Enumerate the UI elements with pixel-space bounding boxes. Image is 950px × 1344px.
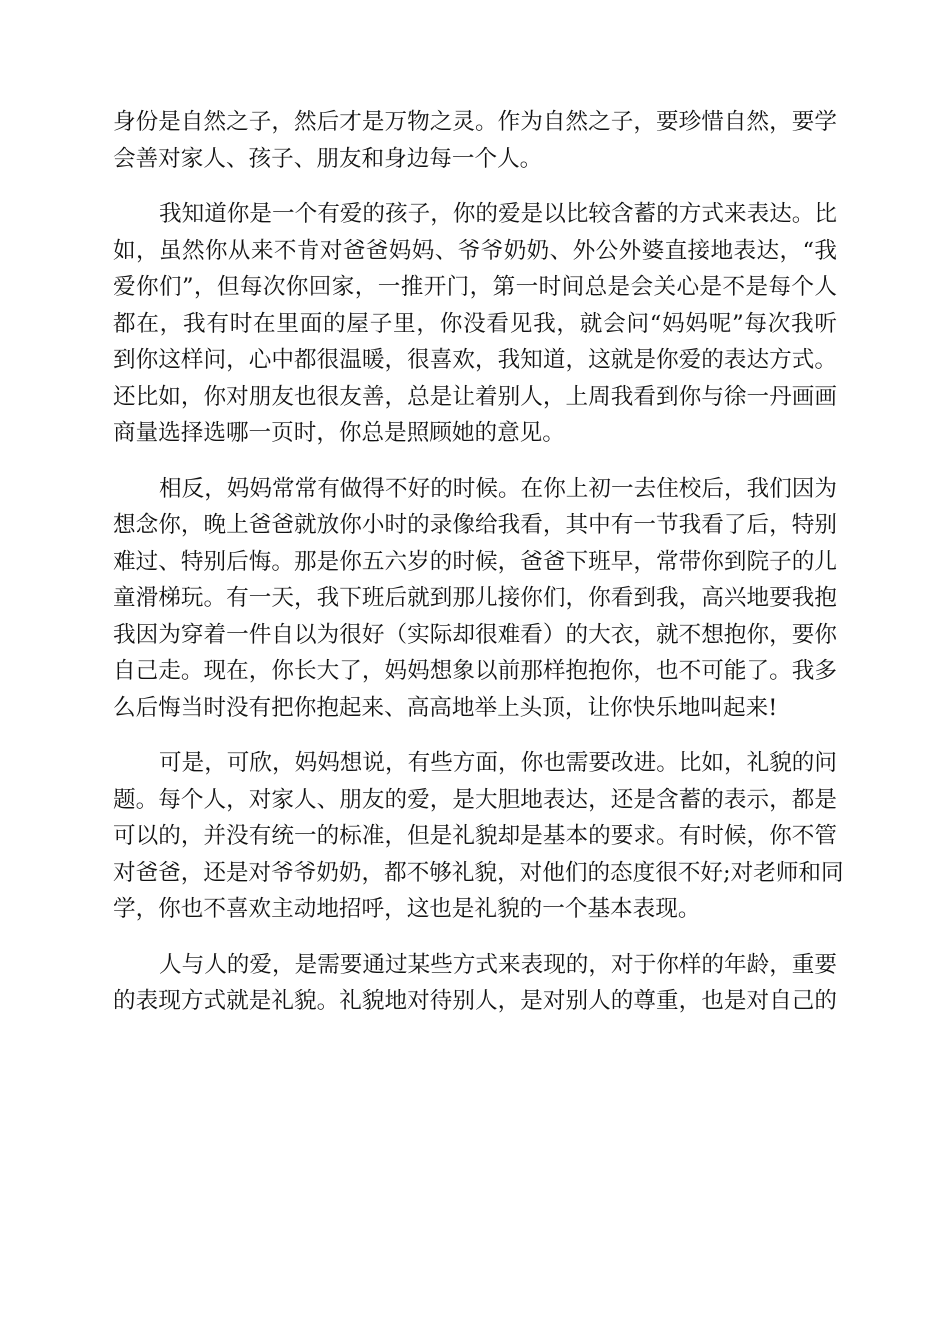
text-line: 对爸爸，还是对爷爷奶奶，都不够礼貌，对他们的态度很不好;对老师和同 [113, 859, 844, 886]
paragraph-5 [113, 947, 837, 1020]
text-line: 会善对家人、孩子、朋友和身边每一个人。 [113, 145, 543, 172]
text-line: 都在，我有时在里面的屋子里，你没看见我，就会问“妈妈呢”每次我听 [113, 310, 837, 337]
text-line: 童滑梯玩。有一天，我下班后就到那儿接你们，你看到我，高兴地要我抱 [113, 585, 837, 611]
text-line: 相反，妈妈常常有做得不好的时候。在你上初一去住校后，我们因为 [159, 475, 837, 502]
paragraph-3 [113, 471, 837, 727]
body-text [113, 104, 844, 1020]
text-line: 人与人的爱，是需要通过某些方式来表现的，对于你样的年龄，重要 [159, 951, 837, 978]
text-line: 可是，可欣，妈妈想说，有些方面，你也需要改进。比如，礼貌的问 [159, 750, 837, 776]
paragraph-4 [113, 745, 844, 928]
text-line: 我因为穿着一件自以为很好（实际却很难看）的大衣，就不想抱你，要你 [113, 621, 837, 648]
text-line: 自己走。现在，你长大了，妈妈想象以前那样抱抱你，也不可能了。我多 [113, 658, 837, 684]
text-line: 商量选择选哪一页时，你总是照顾她的意见。 [113, 420, 565, 446]
text-line: 如，虽然你从来不肯对爸爸妈妈、爷爷奶奶、外公外婆直接地表达，“我 [113, 237, 837, 264]
text-line: 我知道你是一个有爱的孩子，你的爱是以比较含蓄的方式来表达。比 [159, 201, 837, 227]
text-line: 么后悔当时没有把你抱起来、高高地举上头顶，让你快乐地叫起来! [113, 694, 778, 721]
text-line: 难过、特别后悔。那是你五六岁的时候，爸爸下班早，常带你到院子的儿 [113, 548, 837, 575]
text-line: 题。每个人，对家人、朋友的爱，是大胆地表达，还是含蓄的表示，都是 [113, 786, 837, 813]
text-line: 爱你们”，但每次你回家，一推开门，第一时间总是会关心是不是每个人 [113, 274, 837, 300]
text-line: 的表现方式就是礼貌。礼貌地对待别人，是对别人的尊重，也是对自己的 [113, 988, 837, 1014]
text-line: 到你这样问，心中都很温暖，很喜欢，我知道，这就是你爱的表达方式。 [113, 347, 837, 373]
paragraph-2 [113, 196, 837, 452]
text-line: 可以的，并没有统一的标准，但是礼貌却是基本的要求。有时候，你不管 [113, 823, 837, 849]
text-line: 想念你，晚上爸爸就放你小时的录像给我看，其中有一节我看了后，特别 [113, 512, 837, 538]
paragraph-1 [113, 104, 837, 177]
text-line: 学，你也不喜欢主动地招呼，这也是礼貌的一个基本表现。 [113, 896, 701, 922]
text-line: 还比如，你对朋友也很友善，总是让着别人，上周我看到你与徐一丹画画 [113, 383, 837, 410]
text-line: 身份是自然之子，然后才是万物之灵。作为自然之子，要珍惜自然，要学 [113, 109, 837, 135]
